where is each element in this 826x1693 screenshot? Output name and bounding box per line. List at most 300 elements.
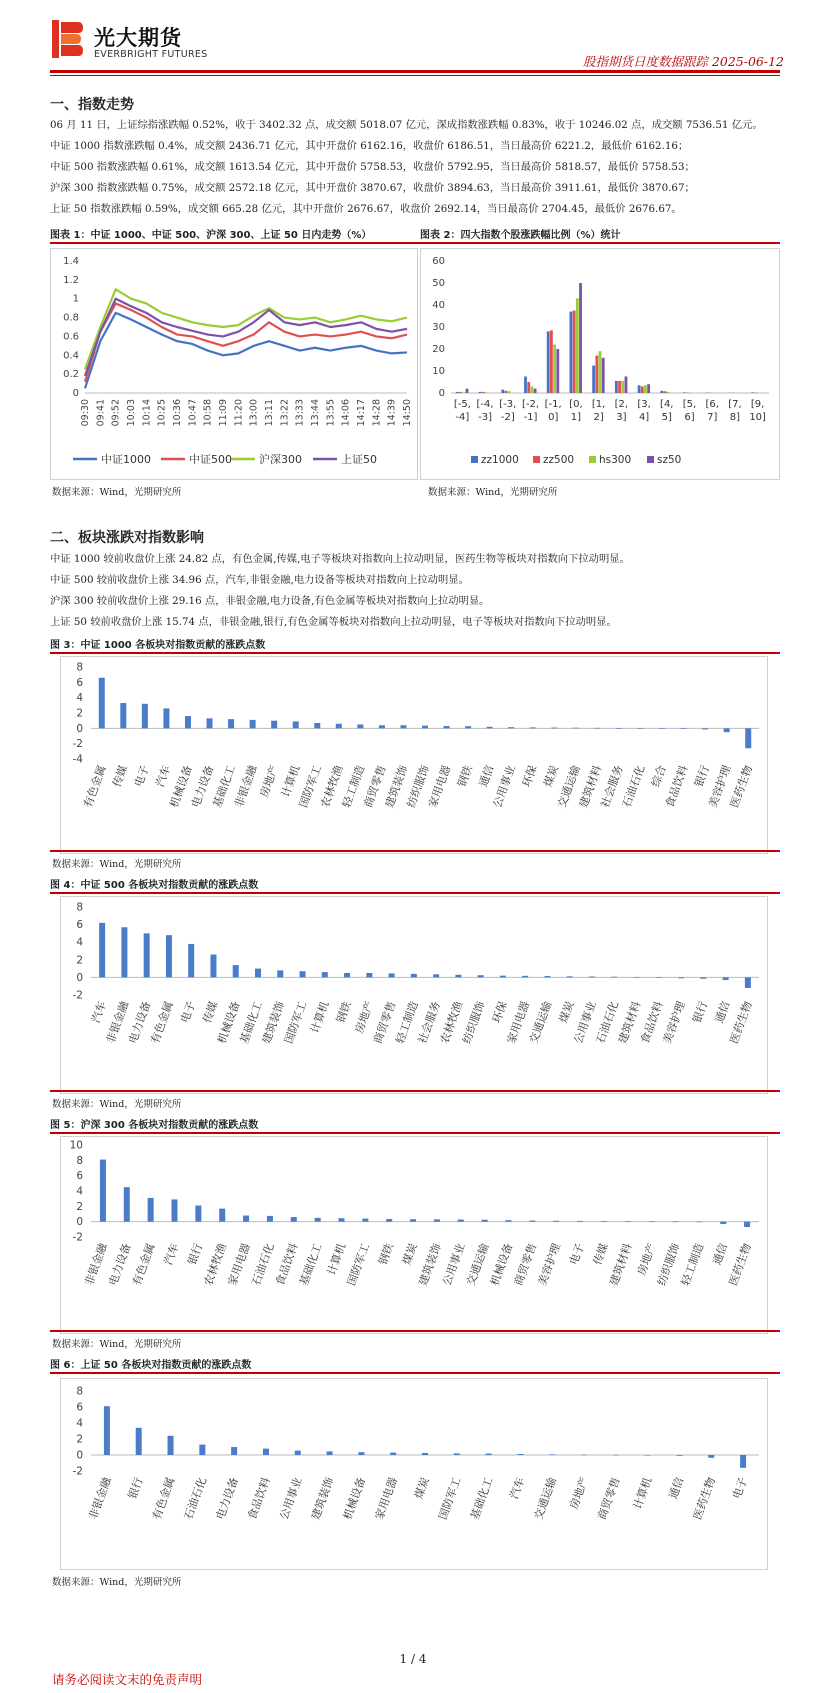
x-tick-label: 机械设备	[488, 1241, 516, 1288]
header-divider	[50, 70, 780, 73]
x-tick-label: 11:09	[218, 399, 229, 427]
bar	[506, 1220, 512, 1222]
y-tick-label: -2	[72, 989, 83, 1002]
section-title: 一、指数走势	[50, 97, 134, 113]
x-tick-label: 计算机	[279, 763, 303, 800]
bar	[644, 385, 647, 393]
bar	[487, 727, 493, 729]
bar	[195, 1206, 201, 1222]
bar	[233, 965, 239, 977]
x-tick-label: 医药生物	[727, 999, 755, 1046]
bar	[168, 1436, 174, 1455]
bar	[625, 377, 628, 394]
bar	[228, 719, 234, 728]
source-note: 数据来源：Wind，光期研究所	[52, 1099, 182, 1110]
x-tick-label: 银行	[185, 1241, 206, 1267]
bar	[386, 1219, 392, 1222]
bar	[479, 392, 482, 393]
x-tick-label: 银行	[125, 1475, 146, 1501]
bar	[142, 704, 148, 729]
x-tick-label: 钢铁	[376, 1241, 397, 1267]
x-tick-label: 电力设备	[189, 763, 217, 810]
bar	[553, 1221, 559, 1222]
bar	[277, 970, 283, 977]
x-tick-label: [-4,	[476, 399, 494, 410]
y-tick-label: -2	[72, 1231, 83, 1244]
x-tick-label: 电力设备	[106, 1241, 134, 1288]
y-tick-label: 10	[432, 366, 445, 377]
bar	[454, 1453, 460, 1455]
x-tick-label: 商贸零售	[511, 1241, 540, 1288]
x-tick-label: 电子	[178, 999, 199, 1025]
x-tick-label: 1]	[570, 412, 582, 423]
logo-subtext: EVERBRIGHT FUTURES	[94, 49, 208, 60]
summary-line: 上证 50 指数涨跌幅 0.59%，成交额 665.28 亿元，其中开盘价 2676.67，收盘价 2692.14，当日最高价 2704.45，最低价 2676.67。	[50, 203, 682, 215]
bar	[613, 1455, 619, 1456]
bar	[148, 1198, 154, 1222]
bar	[544, 976, 550, 977]
bar	[601, 1221, 607, 1222]
x-tick-label: 10:47	[187, 399, 199, 427]
x-tick-label: 计算机	[630, 1475, 655, 1512]
bar	[163, 708, 169, 728]
x-tick-label: -1]	[523, 412, 538, 423]
x-tick-label: 建筑装饰	[309, 1475, 337, 1522]
bar	[625, 1221, 631, 1222]
x-tick-label: 美容护理	[660, 999, 688, 1046]
x-tick-label: 基础化工	[297, 1241, 325, 1288]
logo-icon	[52, 20, 84, 58]
x-tick-label: -4]	[455, 412, 470, 423]
x-tick-label: 非银金融	[103, 999, 132, 1046]
figure-rule	[50, 242, 780, 244]
legend-swatch	[589, 456, 596, 463]
x-tick-label: 计算机	[308, 999, 332, 1036]
x-tick-label: 传媒	[110, 763, 131, 789]
x-tick-label: 美容护理	[535, 1241, 564, 1288]
bar	[207, 718, 213, 728]
x-tick-label: [6,	[705, 399, 719, 410]
y-tick-label: 0.8	[63, 312, 79, 324]
bar-chart	[61, 897, 767, 1093]
y-tick-label: 2	[76, 707, 83, 720]
x-tick-label: 房地产	[567, 1475, 591, 1512]
bar	[314, 723, 320, 728]
x-tick-label: 钢铁	[334, 999, 354, 1025]
bar	[579, 283, 582, 393]
bar	[751, 392, 754, 393]
x-tick-label: 14:50	[402, 399, 413, 427]
x-tick-label: 电力设备	[126, 999, 154, 1046]
x-tick-label: 14:06	[340, 399, 352, 427]
x-tick-label: 综合	[649, 763, 669, 789]
bar	[576, 298, 579, 393]
source-note: 数据来源：Wind，光期研究所	[428, 487, 558, 498]
y-tick-label: 2	[76, 954, 83, 967]
x-tick-label: 14:28	[371, 399, 383, 427]
bar	[199, 1445, 205, 1455]
bar	[634, 977, 640, 978]
y-tick-label: 30	[432, 322, 445, 333]
x-tick-label: 11:20	[233, 399, 245, 427]
x-tick-label: 14:39	[386, 399, 398, 427]
logo-text: 光大期货	[94, 26, 182, 50]
bar	[592, 366, 595, 394]
bar	[433, 974, 439, 977]
x-tick-label: -3]	[478, 412, 493, 423]
x-tick-label: 10:25	[156, 399, 168, 427]
x-tick-label: [1,	[591, 399, 606, 410]
x-tick-label: 建筑装饰	[383, 763, 411, 810]
bar	[478, 975, 484, 977]
x-tick-label: 交通运输	[464, 1241, 492, 1288]
y-tick-label: 0	[72, 388, 79, 399]
bar	[656, 977, 662, 978]
bar	[602, 358, 605, 393]
series-line	[85, 289, 407, 369]
bar	[696, 1222, 702, 1223]
figure-rule	[50, 1372, 780, 1374]
summary-line: 上证 50 较前收盘价上涨 15.74 点，非银金融,银行,有色金属等板块对指数向上拉动明显，电子等板块对指数向下拉动明显。	[50, 616, 617, 628]
legend-swatch	[471, 456, 478, 463]
bar	[271, 721, 277, 729]
bar	[444, 726, 450, 728]
x-tick-label: [7,	[728, 399, 742, 410]
x-tick-label: 汽车	[161, 1241, 182, 1267]
x-tick-label: 电子	[567, 1241, 587, 1267]
bar	[673, 1222, 679, 1223]
bar	[172, 1199, 178, 1221]
y-tick-label: 8	[76, 1385, 83, 1398]
bar	[459, 392, 462, 393]
x-tick-label: [-2,	[521, 399, 540, 410]
x-tick-label: 13:00	[248, 399, 260, 427]
bar	[144, 933, 150, 977]
x-tick-label: 交通运输	[531, 1475, 560, 1522]
bar	[327, 1451, 333, 1455]
x-tick-label: 国防军工	[296, 763, 325, 810]
y-tick-label: 0	[438, 388, 445, 399]
y-tick-label: 8	[76, 901, 83, 914]
x-tick-label: [0,	[569, 399, 583, 410]
legend-label: 沪深300	[259, 453, 302, 466]
x-tick-label: 环保	[519, 763, 540, 789]
y-tick-label: 4	[76, 1417, 83, 1430]
x-tick-label: 社会服务	[598, 763, 626, 810]
bar	[121, 927, 127, 977]
bar	[556, 349, 559, 393]
bar	[529, 1221, 535, 1222]
x-tick-label: 4]	[638, 412, 650, 423]
x-tick-label: 煤炭	[541, 763, 562, 789]
bar	[615, 381, 618, 393]
x-tick-label: 食品饮料	[273, 1241, 301, 1288]
bar	[508, 727, 514, 728]
x-tick-label: 公用事业	[277, 1475, 305, 1522]
x-tick-label: 10:03	[126, 399, 137, 427]
y-tick-label: 4	[76, 692, 83, 705]
bar	[517, 1454, 523, 1455]
x-tick-label: 医药生物	[690, 1475, 719, 1522]
x-tick-label: 机械设备	[340, 1475, 369, 1522]
x-tick-label: 电子	[730, 1475, 750, 1501]
disclaimer-link[interactable]: 请务必阅读文末的免责声明	[52, 1672, 203, 1687]
x-tick-label: 家用电器	[225, 1241, 253, 1288]
source-note: 数据来源：Wind，光期研究所	[52, 487, 182, 498]
figure-title: 图 5：沪深 300 各板块对指数贡献的涨跌点数	[50, 1120, 259, 1131]
x-tick-label: [9,	[750, 399, 765, 410]
summary-line: 沪深 300 指数涨跌幅 0.75%，成交额 2572.18 亿元，其中开盘价 3870.67，收盘价 3894.63，当日最高价 3911.61，最低价 3870.67；	[50, 182, 695, 194]
bar-chart	[61, 1137, 767, 1333]
bar	[720, 1222, 726, 1224]
bar	[570, 312, 573, 393]
bar	[550, 330, 553, 393]
y-tick-label: 8	[76, 661, 83, 674]
bar	[482, 1220, 488, 1222]
bar	[744, 1222, 750, 1227]
x-tick-label: 纺织服饰	[655, 1241, 683, 1288]
y-tick-label: 0	[76, 971, 83, 984]
bar	[549, 1454, 555, 1455]
bar	[456, 392, 459, 393]
x-tick-label: 10:36	[172, 399, 183, 427]
bar	[676, 1455, 682, 1456]
bar	[455, 975, 461, 978]
x-tick-label: 农林牧渔	[437, 999, 466, 1046]
bar	[120, 703, 126, 728]
figure-rule	[50, 1132, 780, 1134]
bar	[291, 1217, 297, 1222]
x-tick-label: 汽车	[507, 1475, 528, 1501]
y-tick-label: -2	[72, 1465, 83, 1478]
bar	[99, 923, 105, 978]
y-tick-label: 0	[76, 722, 83, 735]
x-tick-label: 交通运输	[555, 763, 583, 810]
bar	[482, 392, 485, 393]
x-tick-label: 10]	[749, 412, 766, 423]
summary-line: 06 月 11 日，上证综指涨跌幅 0.52%，收于 3402.32 点，成交额 5018.07 亿元，深成指数涨跌幅 0.83%，收于 10246.02 点，成交额 7536.51 亿元。	[50, 119, 763, 131]
bar	[462, 392, 465, 393]
bar	[210, 955, 216, 978]
figure-rule	[50, 892, 780, 894]
series-line	[85, 313, 407, 388]
figure-title: 图 6：上证 50 各板块对指数贡献的涨跌点数	[50, 1360, 252, 1371]
figure-rule	[50, 1330, 780, 1332]
bar	[641, 386, 644, 393]
x-tick-label: 基础化工	[468, 1475, 496, 1522]
x-tick-label: 0]	[548, 412, 559, 423]
x-tick-label: 商贸零售	[595, 1475, 623, 1522]
legend-label: zz1000	[481, 454, 519, 466]
x-tick-label: 非银金融	[86, 1475, 114, 1522]
bar	[390, 1453, 396, 1455]
x-tick-label: 煤炭	[412, 1475, 432, 1501]
y-tick-label: 6	[76, 1401, 83, 1414]
bar	[486, 1454, 492, 1455]
x-tick-label: 电子	[131, 763, 152, 789]
bar	[300, 971, 306, 977]
bar	[250, 720, 256, 728]
x-tick-label: 有色金属	[150, 1475, 178, 1522]
bar	[255, 969, 261, 978]
bar	[567, 976, 573, 977]
x-tick-label: 纺织服饰	[460, 999, 488, 1046]
bar	[664, 391, 667, 393]
section-title: 二、板块涨跌对指数影响	[50, 530, 204, 546]
bar	[379, 725, 385, 728]
bar	[681, 728, 687, 729]
bar	[708, 1455, 714, 1458]
figure-rule	[50, 1090, 780, 1092]
bar	[702, 728, 708, 729]
summary-line: 中证 500 较前收盘价上涨 34.96 点，汽车,非银金融,电力设备等板块对指数向上拉动明显。	[50, 574, 469, 586]
x-tick-label: [-5,	[453, 399, 471, 410]
bar	[422, 726, 428, 729]
bar	[243, 1216, 249, 1222]
x-tick-label: 5]	[661, 412, 672, 423]
x-tick-label: 建筑装饰	[259, 999, 288, 1046]
y-tick-label: 4	[76, 936, 83, 949]
bar	[166, 935, 172, 977]
x-tick-label: 通信	[476, 763, 497, 789]
x-tick-label: 公用事业	[490, 763, 519, 810]
bar	[293, 721, 299, 728]
bar	[99, 678, 105, 729]
x-tick-label: 家用电器	[372, 1475, 401, 1522]
bar	[322, 972, 328, 977]
figure-title: 图表 2：四大指数个股涨跌幅比例（%）统计	[420, 230, 621, 241]
x-tick-label: [5,	[682, 399, 697, 410]
bar	[358, 1452, 364, 1455]
x-tick-label: 机械设备	[215, 999, 243, 1046]
x-tick-label: 通信	[666, 1475, 687, 1501]
x-tick-label: [2,	[614, 399, 629, 410]
x-tick-label: 09:30	[80, 399, 91, 427]
bar	[136, 1428, 142, 1455]
y-tick-label: 1.2	[63, 274, 79, 286]
y-tick-label: 2	[76, 1433, 83, 1446]
bar	[553, 345, 556, 393]
bar	[660, 391, 663, 393]
x-tick-label: 通信	[712, 999, 733, 1025]
bar	[611, 977, 617, 978]
x-tick-label: 建筑装饰	[416, 1241, 444, 1288]
x-tick-label: 国防军工	[344, 1241, 373, 1288]
bar	[458, 1220, 464, 1222]
x-tick-label: 传媒	[200, 999, 221, 1025]
y-tick-label: 0	[76, 1216, 83, 1229]
x-tick-label: 有色金属	[130, 1241, 158, 1288]
bar	[573, 311, 576, 394]
bar	[700, 977, 706, 978]
y-tick-label: 6	[76, 1170, 83, 1183]
x-tick-label: 建筑材料	[576, 763, 605, 810]
bar	[616, 728, 622, 729]
x-tick-label: 石油石化	[593, 999, 622, 1046]
x-tick-label: 传媒	[591, 1241, 611, 1267]
y-tick-label: 0.2	[63, 369, 79, 381]
summary-line: 中证 1000 较前收盘价上涨 24.82 点，有色金属,传媒,电子等板块对指数向上拉动明显，医药生物等板块对指数向下拉动明显。	[50, 553, 630, 565]
x-tick-label: 13:11	[264, 399, 275, 427]
x-tick-label: 美容护理	[706, 763, 734, 810]
x-tick-label: 房地产	[352, 999, 377, 1036]
bar	[485, 392, 488, 393]
x-tick-label: 石油石化	[249, 1241, 277, 1288]
bar	[219, 1209, 225, 1222]
bar	[344, 973, 350, 977]
x-tick-label: 石油石化	[181, 1475, 210, 1522]
bar	[599, 351, 602, 393]
y-tick-label: 60	[432, 256, 445, 267]
x-tick-label: 国防军工	[282, 999, 310, 1046]
bar	[740, 1455, 746, 1468]
y-tick-label: 2	[76, 1200, 83, 1213]
x-tick-label: 10:58	[202, 399, 214, 427]
x-tick-label: 轻工制造	[678, 1241, 707, 1288]
bar	[400, 725, 406, 728]
bar	[573, 728, 579, 729]
bar	[100, 1160, 106, 1222]
x-tick-label: 公用事业	[571, 999, 599, 1046]
x-tick-label: 食品饮料	[245, 1475, 273, 1522]
y-tick-label: 6	[76, 919, 83, 932]
x-tick-label: 7]	[707, 412, 718, 423]
x-tick-label: 13:33	[294, 399, 306, 427]
x-tick-label: 13:22	[279, 399, 291, 427]
x-tick-label: [-1,	[544, 399, 562, 410]
bar-chart	[61, 657, 767, 853]
x-tick-label: 建筑材料	[607, 1241, 635, 1288]
bar	[645, 1455, 651, 1456]
bar	[589, 977, 595, 978]
x-tick-label: 轻工制造	[393, 999, 421, 1046]
x-tick-label: 通信	[710, 1241, 731, 1267]
x-tick-label: 电力设备	[213, 1475, 241, 1522]
x-tick-label: [3,	[637, 399, 651, 410]
bar	[621, 381, 624, 393]
x-tick-label: 房地产	[257, 763, 281, 800]
x-tick-label: 银行	[692, 763, 712, 789]
x-tick-label: 环保	[490, 999, 510, 1025]
x-tick-label: 食品饮料	[638, 999, 666, 1046]
legend-label: 中证1000	[101, 453, 151, 466]
bar	[267, 1216, 273, 1222]
x-tick-label: -2]	[500, 412, 515, 423]
bar	[465, 726, 471, 728]
x-tick-label: 有色金属	[148, 999, 176, 1046]
x-tick-label: 家用电器	[504, 999, 533, 1046]
bar	[434, 1219, 440, 1221]
x-tick-label: 房地产	[634, 1241, 659, 1278]
legend-label: 中证500	[189, 453, 232, 466]
y-tick-label: 0	[76, 1449, 83, 1462]
x-tick-label: 13:44	[310, 399, 321, 427]
x-tick-label: 钢铁	[455, 763, 475, 789]
y-tick-label: -4	[72, 753, 83, 766]
bar	[581, 1455, 587, 1456]
legend-label: hs300	[599, 454, 632, 466]
bar	[508, 391, 511, 393]
source-note: 数据来源：Wind，光期研究所	[52, 1577, 182, 1588]
bar	[188, 944, 194, 977]
legend-swatch	[647, 456, 654, 463]
y-tick-label: 0.6	[63, 331, 79, 343]
bar	[411, 974, 417, 978]
bar	[522, 976, 528, 978]
y-tick-label: -2	[72, 738, 83, 751]
bar	[667, 392, 670, 393]
bar	[505, 391, 508, 393]
